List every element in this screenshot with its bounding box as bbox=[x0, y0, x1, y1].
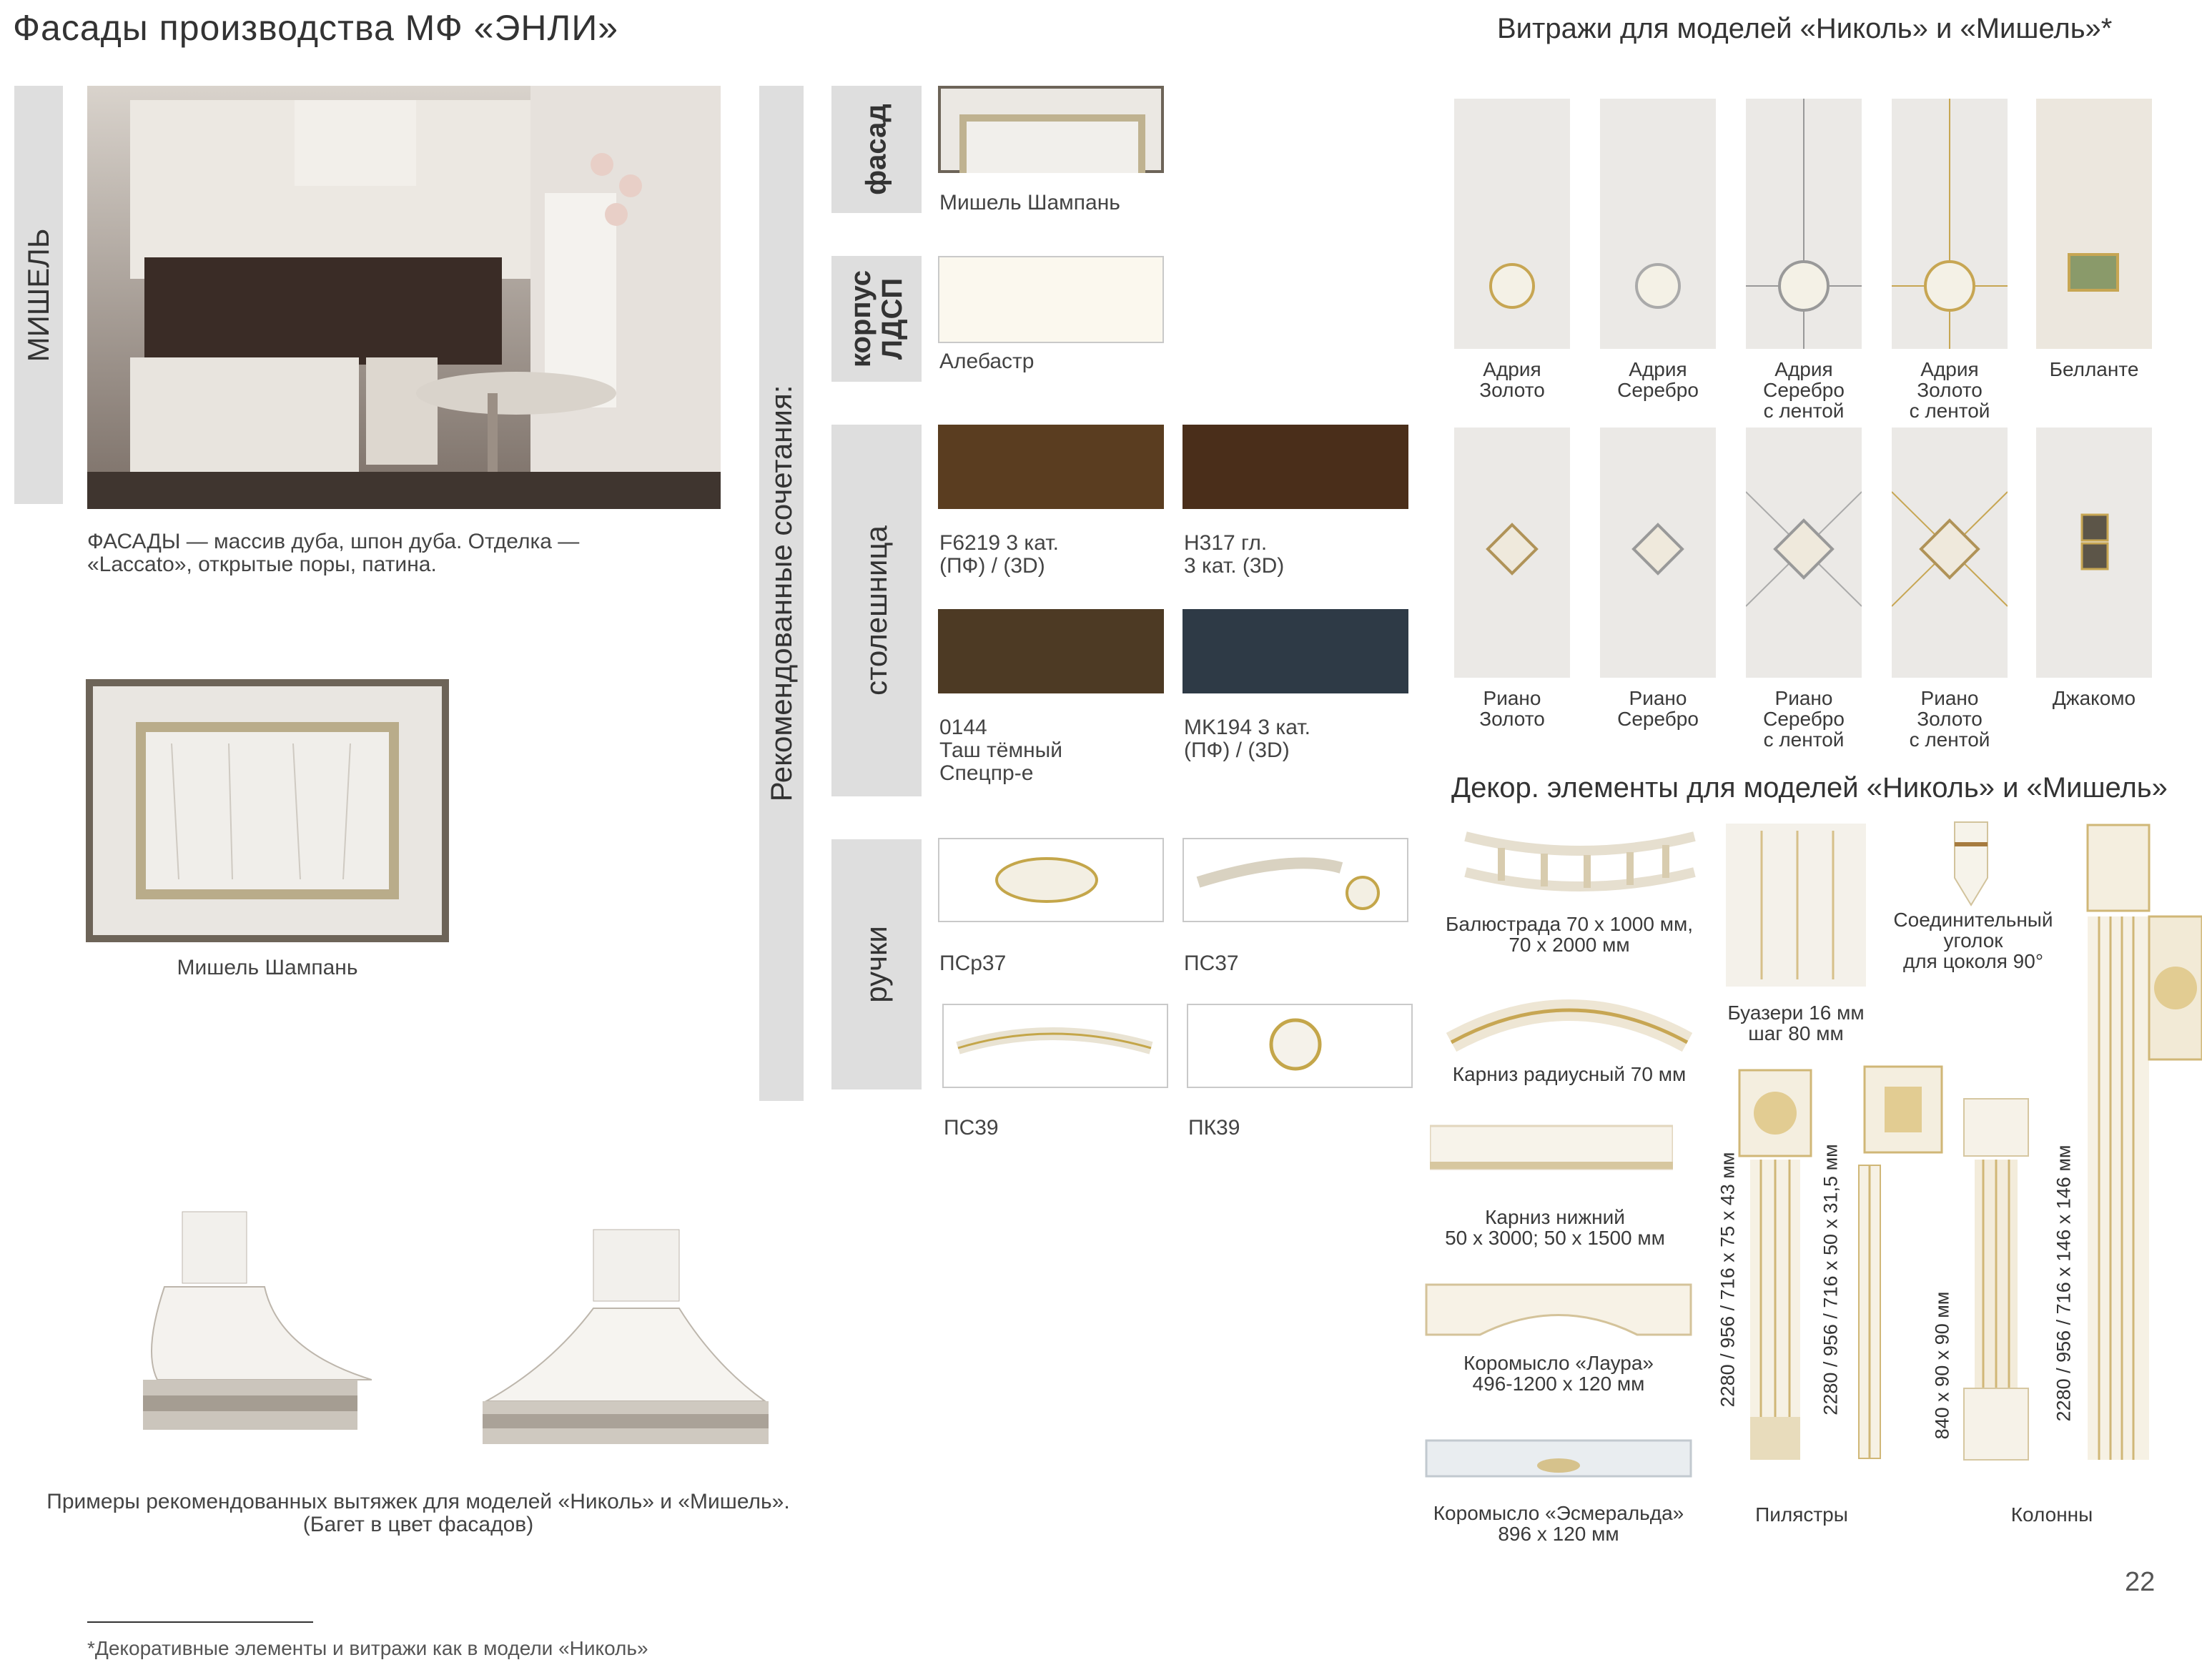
pilaster-dim-1-box bbox=[1710, 1130, 1746, 1430]
boiserie-l1: Буазери 16 мм bbox=[1727, 1002, 1865, 1024]
yoke-esmeralda-caption bbox=[1412, 1503, 1705, 1544]
yoke-esmeralda-l1: Коромысло «Эсмеральда» bbox=[1433, 1502, 1684, 1524]
vitrage-row1-caption-5 bbox=[2022, 359, 2166, 380]
vitrage-row2-tile-5 bbox=[2036, 428, 2152, 678]
vitrage-r1c2-l2: Серебро bbox=[1617, 379, 1699, 401]
page-title: Фасады производства МФ «ЭНЛИ» bbox=[13, 8, 619, 48]
countertop-3-line1: 0144 bbox=[939, 716, 987, 739]
vitrage-r2c3-l2: Серебро bbox=[1763, 708, 1845, 730]
hood-image-1 bbox=[136, 1208, 372, 1466]
facade-sample-caption: Мишель Шампань bbox=[177, 956, 358, 979]
vitrage-r2c2-l2: Серебро bbox=[1617, 708, 1699, 730]
section-korpus-label: корпус ЛДСП bbox=[845, 270, 908, 368]
section-countertop-label: столешница bbox=[859, 525, 893, 696]
vitrage-r2c3-l3: с лентой bbox=[1763, 728, 1845, 751]
vitrage-r1c3-l2: Серебро bbox=[1763, 379, 1845, 401]
countertop-caption-2 bbox=[1184, 532, 1284, 578]
section-handles-label: ручки bbox=[859, 926, 893, 1003]
handle-image-3 bbox=[942, 1004, 1168, 1088]
vitrage-row1-tile-5 bbox=[2036, 99, 2152, 349]
balustrade-l2: 70 х 2000 мм bbox=[1509, 934, 1630, 956]
countertop-4-line2: (ПФ) / (3D) bbox=[1184, 738, 1290, 762]
handle-image-4 bbox=[1187, 1004, 1413, 1088]
pilasters-label: Пилястры bbox=[1755, 1503, 1848, 1526]
vitrage-r2c4-l3: с лентой bbox=[1909, 728, 1990, 751]
vitrage-row2-caption-2 bbox=[1586, 688, 1730, 729]
column-dim-2: 2280 / 956 / 716 х 146 х 146 мм bbox=[2053, 1145, 2075, 1422]
vitrage-r1c4-l2: Золото bbox=[1917, 379, 1983, 401]
vitrage-row2-tile-4 bbox=[1892, 428, 2008, 678]
vitrage-row2-tile-1 bbox=[1454, 428, 1570, 678]
countertop-swatch-1 bbox=[938, 425, 1164, 509]
vitrage-row1-caption-3 bbox=[1732, 359, 1876, 421]
handle-caption-3: ПС39 bbox=[944, 1116, 999, 1140]
yoke-laura-l1: Коромысло «Лаура» bbox=[1463, 1352, 1654, 1374]
handle-caption-1: ПСр37 bbox=[939, 952, 1007, 975]
countertop-3-line2: Таш тёмный bbox=[939, 738, 1063, 762]
cornice-radius-caption: Карниз радиусный 70 мм bbox=[1452, 1063, 1687, 1085]
corner-caption bbox=[1873, 909, 2073, 972]
hoods-caption-line2: (Багет в цвет фасадов) bbox=[302, 1513, 534, 1536]
vitrage-row1-tile-4 bbox=[1892, 99, 2008, 349]
handle-caption-4: ПК39 bbox=[1188, 1116, 1240, 1140]
corner-l1: Соединительный bbox=[1893, 909, 2053, 931]
vitrage-row1-caption-1 bbox=[1440, 359, 1584, 400]
handle-caption-2: ПС37 bbox=[1184, 952, 1239, 975]
corner-image bbox=[1946, 821, 1996, 906]
boiserie-caption bbox=[1710, 1002, 1882, 1044]
vitrage-r2c3-l1: Риано bbox=[1774, 687, 1833, 709]
column-1-image bbox=[1960, 1095, 2032, 1467]
vitrage-row1-tile-1 bbox=[1454, 99, 1570, 349]
countertop-1-line2: (ПФ) / (3D) bbox=[939, 554, 1045, 578]
pilaster-dim-2-box bbox=[1813, 1122, 1849, 1437]
corner-l3: для цоколя 90° bbox=[1902, 950, 2044, 972]
kitchen-photo bbox=[87, 86, 721, 509]
korpus-item: Алебастр bbox=[939, 350, 1035, 373]
cornice-radius-image bbox=[1437, 985, 1702, 1057]
decor-title: Декор. элементы для моделей «Николь» и «Мишель» bbox=[1451, 772, 2168, 804]
cornice-bottom-l2: 50 х 3000; 50 х 1500 мм bbox=[1445, 1227, 1665, 1249]
column-2-image bbox=[2086, 824, 2202, 1467]
vitrage-row2-caption-4 bbox=[1877, 688, 2022, 750]
columns-label: Колонны bbox=[2010, 1503, 2093, 1526]
yoke-laura-caption bbox=[1412, 1353, 1705, 1394]
column-dim-1-box bbox=[1925, 1273, 1960, 1458]
vitrage-row1-tile-2 bbox=[1600, 99, 1716, 349]
vitrage-row1-caption-4 bbox=[1877, 359, 2022, 421]
recommended-label: Рекомендованные сочетания: bbox=[764, 385, 798, 802]
section-handles-label-box bbox=[831, 839, 922, 1089]
pilaster-dim-1: 2280 / 956 / 716 х 75 х 43 мм bbox=[1717, 1152, 1739, 1408]
countertop-3-line3: Спецпр-е bbox=[939, 761, 1034, 785]
vitrage-row2-caption-5 bbox=[2022, 688, 2166, 708]
yoke-laura-image bbox=[1423, 1281, 1694, 1338]
yoke-laura-l2: 496-1200 х 120 мм bbox=[1472, 1373, 1645, 1395]
facade-swatch bbox=[938, 86, 1164, 173]
vitrage-r2c2-l1: Риано bbox=[1629, 687, 1687, 709]
pilaster-1-image bbox=[1736, 1067, 1815, 1467]
vitrage-r1c3-l3: с лентой bbox=[1763, 400, 1845, 422]
page-number: 22 bbox=[2125, 1567, 2156, 1597]
vitrage-r2c4-l1: Риано bbox=[1920, 687, 1979, 709]
korpus-swatch bbox=[938, 256, 1164, 343]
model-label: МИШЕЛЬ bbox=[21, 228, 55, 362]
vitrage-row2-caption-1 bbox=[1440, 688, 1584, 729]
cornice-bottom-caption bbox=[1408, 1207, 1702, 1248]
vitrage-row2-caption-3 bbox=[1732, 688, 1876, 750]
balustrade-l1: Балюстрада 70 х 1000 мм, bbox=[1446, 913, 1693, 935]
vitrage-r1c1-l1: Адрия bbox=[1483, 358, 1541, 380]
handle-image-2 bbox=[1183, 838, 1408, 922]
vitrage-r1c4-l3: с лентой bbox=[1909, 400, 1990, 422]
vitrage-row2-tile-3 bbox=[1746, 428, 1862, 678]
corner-l2: уголок bbox=[1943, 929, 2003, 952]
vitrage-r2c1-l2: Золото bbox=[1479, 708, 1545, 730]
facade-description: ФАСАДЫ — массив дуба, шпон дуба. Отделка — «Laccato», открытые поры, патина. bbox=[87, 530, 580, 576]
countertop-swatch-2 bbox=[1183, 425, 1408, 509]
yoke-esmeralda-image bbox=[1423, 1437, 1694, 1480]
vitrage-r1c2-l1: Адрия bbox=[1629, 358, 1687, 380]
cornice-bottom-image bbox=[1430, 1122, 1673, 1180]
footnote: *Декоративные элементы и витражи как в модели «Николь» bbox=[87, 1637, 648, 1659]
countertop-1-line1: F6219 3 кат. bbox=[939, 531, 1059, 555]
vitrage-row2-tile-2 bbox=[1600, 428, 1716, 678]
yoke-esmeralda-l2: 896 х 120 мм bbox=[1498, 1523, 1619, 1545]
column-dim-2-box bbox=[2046, 1122, 2082, 1444]
pilaster-dim-2: 2280 / 956 / 716 х 50 х 31,5 мм bbox=[1820, 1144, 1842, 1415]
countertop-2-line2: 3 кат. (3D) bbox=[1184, 554, 1285, 578]
recommended-bar bbox=[759, 86, 804, 1101]
balustrade-image bbox=[1451, 822, 1709, 894]
vitrage-r1c5-l1: Белланте bbox=[2049, 358, 2139, 380]
footnote-divider bbox=[87, 1621, 313, 1623]
countertop-caption-4 bbox=[1184, 716, 1310, 762]
section-countertop-label-box bbox=[831, 425, 922, 796]
vitrage-r1c3-l1: Адрия bbox=[1774, 358, 1833, 380]
countertop-4-line1: MK194 3 кат. bbox=[1184, 716, 1310, 739]
vitrage-r2c1-l1: Риано bbox=[1483, 687, 1541, 709]
boiserie-l2: шаг 80 мм bbox=[1748, 1022, 1844, 1044]
vitrage-row1-tile-3 bbox=[1746, 99, 1862, 349]
facade-sample-image bbox=[86, 679, 449, 942]
balustrade-caption bbox=[1423, 914, 1716, 955]
vitrage-r2c5-l1: Джакомо bbox=[2052, 687, 2136, 709]
cornice-bottom-l1: Карниз нижний bbox=[1485, 1206, 1625, 1228]
countertop-caption-1 bbox=[939, 532, 1059, 578]
hoods-caption bbox=[0, 1491, 836, 1536]
section-facade-label: фасад bbox=[860, 104, 892, 195]
countertop-swatch-3 bbox=[938, 609, 1164, 693]
countertop-2-line1: H317 гл. bbox=[1184, 531, 1268, 555]
hood-image-2 bbox=[479, 1222, 772, 1466]
vitrage-r1c1-l2: Золото bbox=[1479, 379, 1545, 401]
column-dim-1: 840 х 90 х 90 мм bbox=[1931, 1291, 1953, 1440]
handle-image-1 bbox=[938, 838, 1164, 922]
vitrage-row1-caption-2 bbox=[1586, 359, 1730, 400]
vitrage-title: Витражи для моделей «Николь» и «Мишель»* bbox=[1497, 13, 2113, 44]
section-korpus-label-box bbox=[831, 256, 922, 382]
section-facade-label-box bbox=[831, 86, 922, 213]
vitrage-r2c4-l2: Золото bbox=[1917, 708, 1983, 730]
facade-item: Мишель Шампань bbox=[939, 191, 1120, 214]
hoods-caption-line1: Примеры рекомендованных вытяжек для моделей «Николь» и «Мишель». bbox=[46, 1490, 790, 1513]
countertop-caption-3 bbox=[939, 716, 1062, 785]
model-label-bar bbox=[14, 86, 63, 504]
countertop-swatch-4 bbox=[1183, 609, 1408, 693]
boiserie-image bbox=[1726, 824, 1866, 987]
vitrage-r1c4-l1: Адрия bbox=[1920, 358, 1979, 380]
